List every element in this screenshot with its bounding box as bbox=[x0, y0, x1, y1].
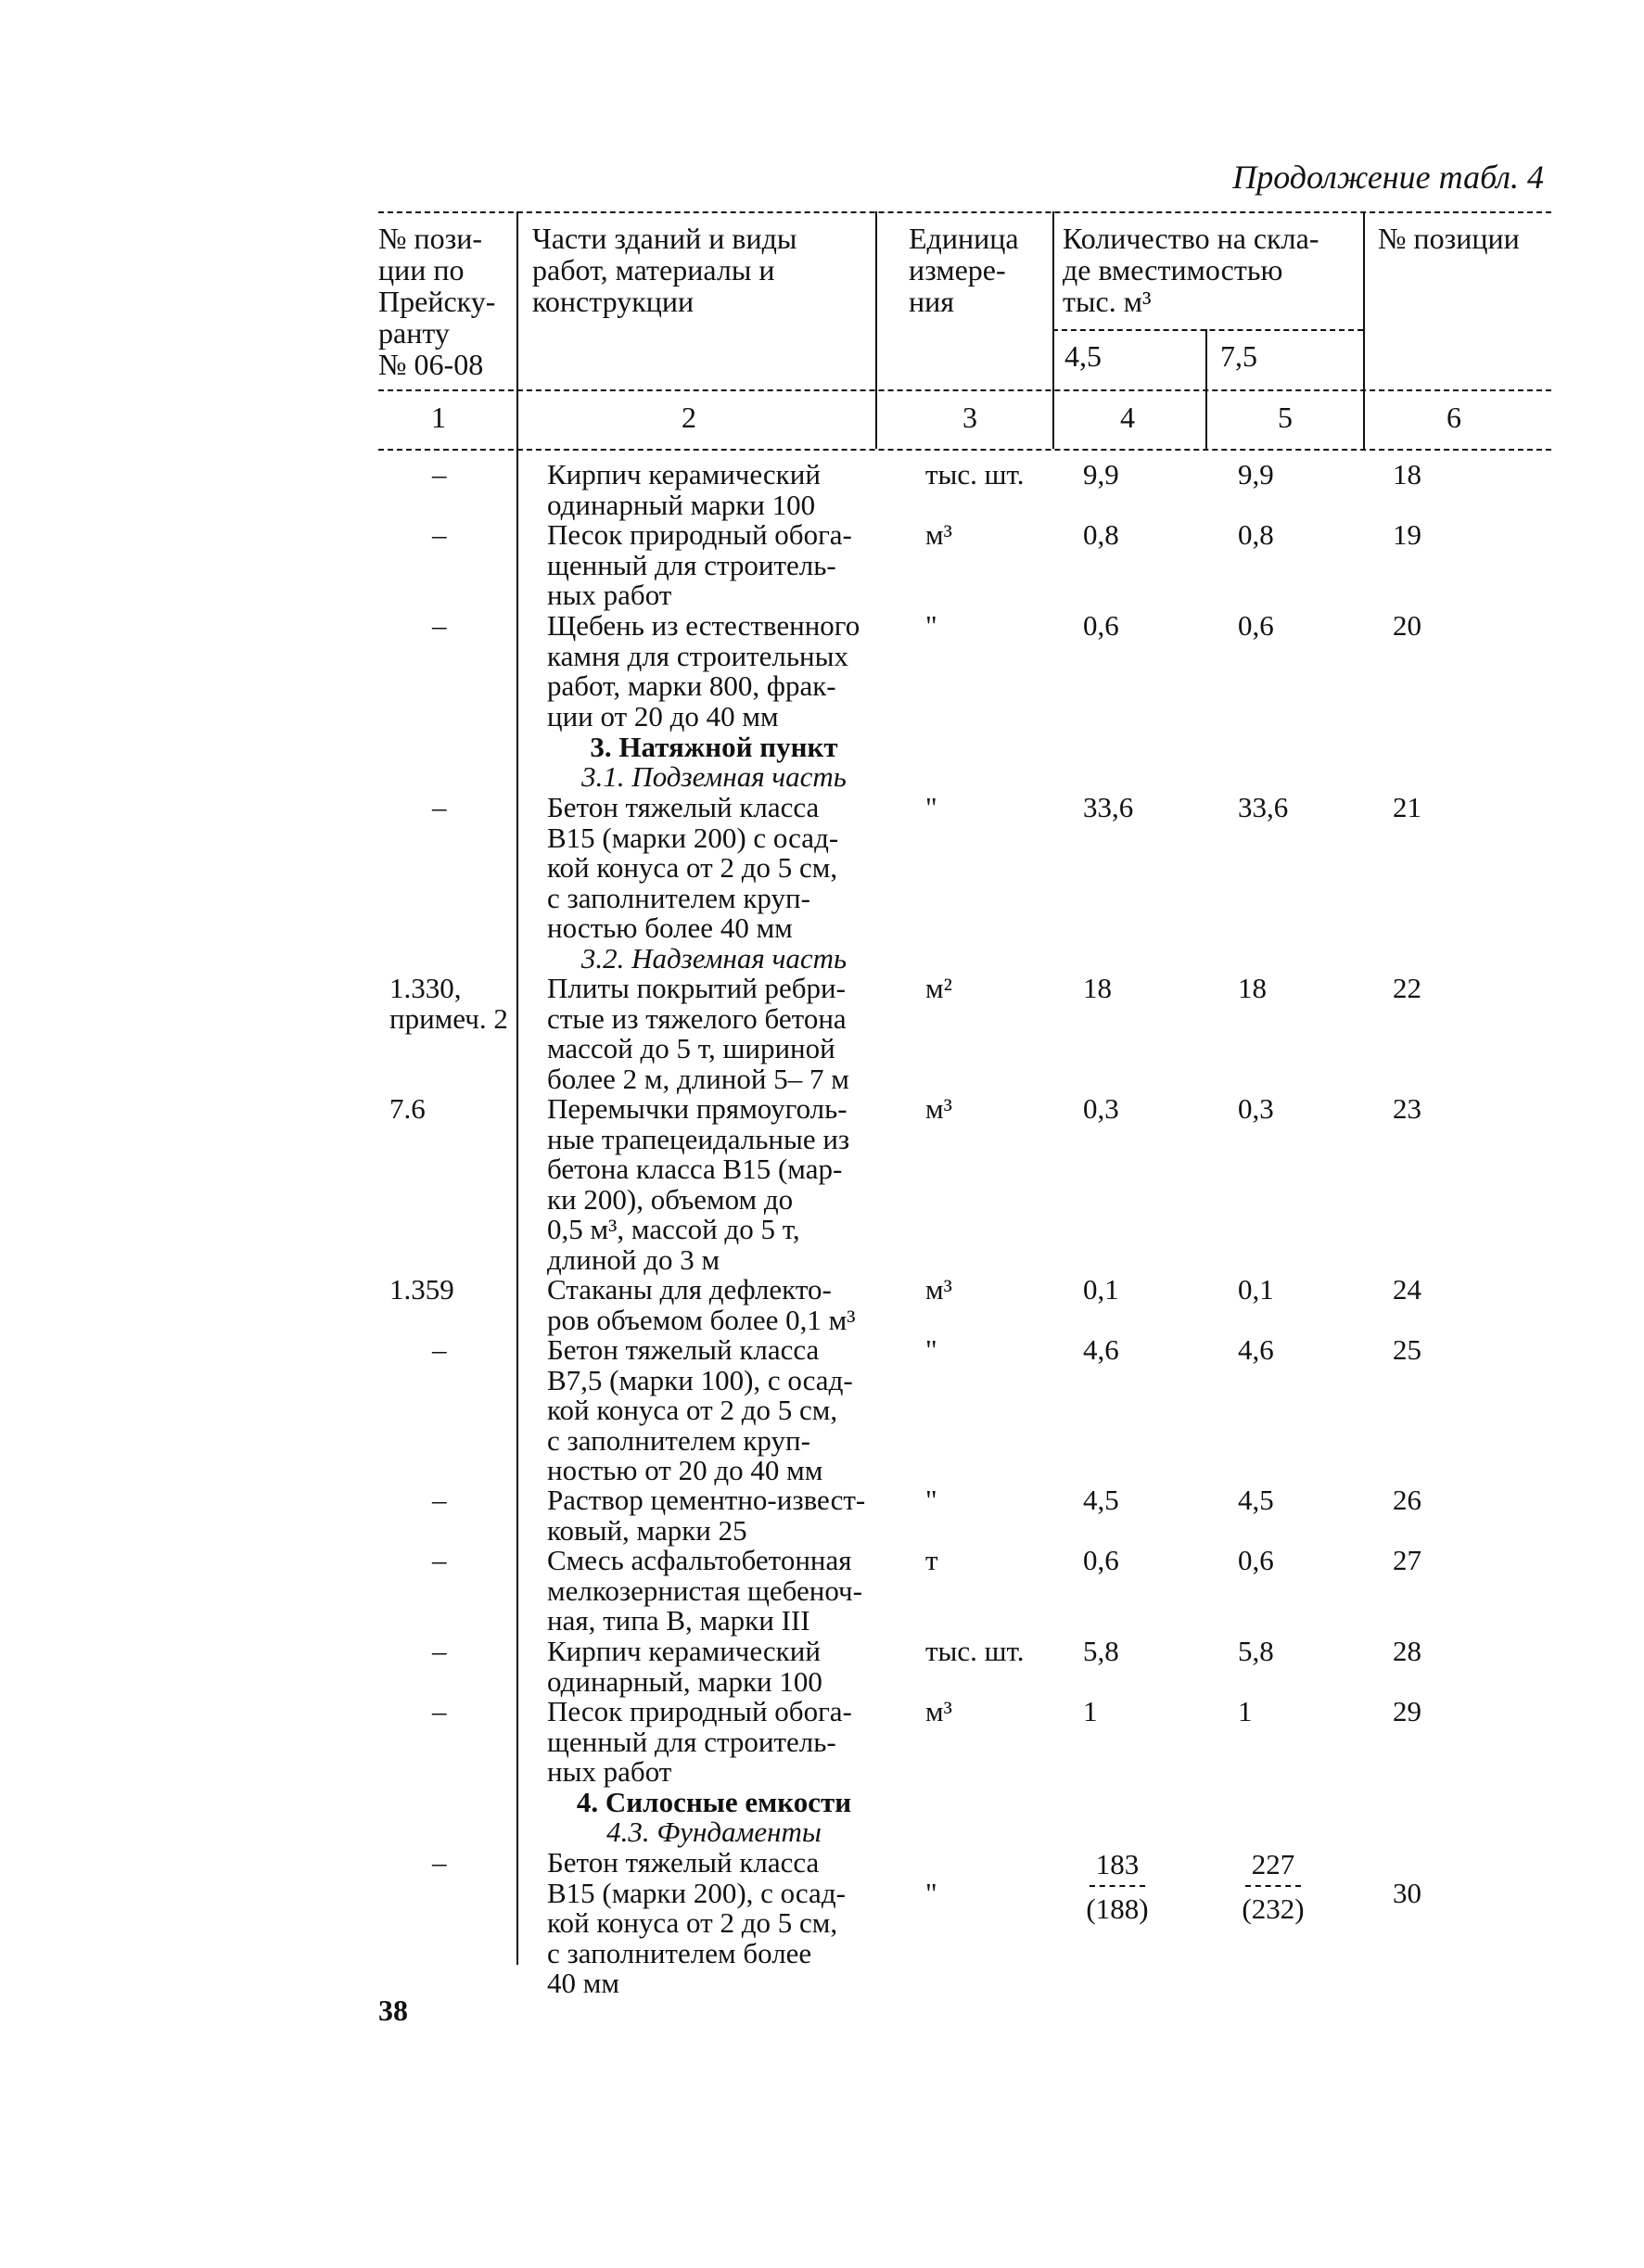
colnum-bottom-rule bbox=[378, 449, 1551, 451]
row-pos: 1.330, примеч. 2 bbox=[389, 972, 508, 1035]
row-qty45-fraction: 183 (188) bbox=[1086, 1848, 1149, 1925]
row-qty45: 9,9 bbox=[1083, 458, 1119, 491]
row-pos: – bbox=[432, 609, 447, 642]
row-desc: Раствор цементно-извест- ковый, марки 25 bbox=[547, 1484, 866, 1547]
row-qty75: 4,5 bbox=[1238, 1484, 1274, 1516]
row-pos: – bbox=[432, 1846, 447, 1879]
table-caption: Продолжение табл. 4 bbox=[1232, 159, 1544, 196]
row-desc: Смесь асфальтобетонная мелкозернистая щебеноч- ная, типа B, марки III bbox=[547, 1544, 862, 1637]
row-desc: Песок природный обога- щенный для строитель- ных работ bbox=[547, 1695, 852, 1788]
row-number: 21 bbox=[1393, 791, 1421, 823]
header-col1: № пози- ции по Прейску- ранту № 06-08 bbox=[378, 222, 496, 381]
fraction-bar bbox=[1245, 1885, 1301, 1887]
row-unit: тыс. шт. bbox=[925, 1635, 1025, 1667]
section-heading-3-1: 3.1. Подземная часть bbox=[581, 760, 847, 793]
row-qty45: 0,6 bbox=[1083, 609, 1119, 642]
vrule-5 bbox=[1363, 211, 1365, 449]
header-col4-sub: 4,5 bbox=[1064, 339, 1102, 373]
row-unit: " bbox=[925, 791, 937, 823]
row-pos: – bbox=[432, 791, 447, 823]
section-heading-3: 3. Натяжной пункт bbox=[590, 731, 838, 763]
row-pos: – bbox=[432, 1635, 447, 1667]
row-desc: Песок природный обога- щенный для строитель- ных работ bbox=[547, 518, 852, 611]
row-unit: " bbox=[925, 1484, 937, 1516]
row-number: 26 bbox=[1393, 1484, 1421, 1516]
row-qty45: 4,5 bbox=[1083, 1484, 1119, 1516]
header-col2: Части зданий и виды работ, материалы и конструкции bbox=[532, 222, 797, 318]
row-unit: м² bbox=[925, 972, 952, 1004]
row-qty75: 0,8 bbox=[1238, 518, 1274, 551]
row-pos: – bbox=[432, 1484, 447, 1516]
row-qty75: 0,6 bbox=[1238, 1544, 1274, 1576]
qty-subheader-rule bbox=[1052, 329, 1363, 331]
row-qty45: 0,1 bbox=[1083, 1273, 1119, 1306]
row-unit: м³ bbox=[925, 518, 952, 551]
section-heading-3-2: 3.2. Надземная часть bbox=[580, 942, 847, 975]
row-desc: Перемычки прямоуголь- ные трапецеидальные из бетона класса B15 (мар- ки 200), объемом до 0,5 м³, массой до 5 т, длиной до 3 м bbox=[547, 1092, 850, 1276]
row-qty75: 9,9 bbox=[1238, 458, 1274, 491]
row-desc: Плиты покрытий ребри- стые из тяжелого бетона массой до 5 т, шириной более 2 м, длиной 5– 7 м bbox=[547, 972, 849, 1095]
row-pos: – bbox=[432, 518, 447, 551]
row-number: 22 bbox=[1393, 972, 1421, 1004]
header-col3: Единица измере- ния bbox=[909, 222, 1019, 318]
row-qty45: 0,3 bbox=[1083, 1092, 1119, 1125]
row-qty75: 4,6 bbox=[1238, 1333, 1274, 1366]
row-pos: 1.359 bbox=[389, 1273, 454, 1306]
row-pos: – bbox=[432, 458, 447, 491]
row-unit: " bbox=[925, 609, 937, 642]
row-number: 24 bbox=[1393, 1273, 1421, 1306]
row-unit: " bbox=[925, 1877, 937, 1909]
header-col45: Количество на скла- де вместимостью тыс. м³ bbox=[1063, 222, 1319, 318]
row-pos: – bbox=[432, 1333, 447, 1366]
vrule-2 bbox=[875, 211, 877, 449]
row-number: 23 bbox=[1393, 1092, 1421, 1125]
row-qty45: 1 bbox=[1083, 1695, 1098, 1727]
page-number: 38 bbox=[378, 1994, 408, 2027]
header-bottom-rule bbox=[378, 389, 1551, 391]
row-number: 18 bbox=[1393, 458, 1421, 491]
row-qty75: 1 bbox=[1238, 1695, 1253, 1727]
section-heading-4: 4. Силосные емкости bbox=[576, 1786, 852, 1818]
row-qty45: 18 bbox=[1083, 972, 1112, 1004]
vrule-body bbox=[516, 449, 518, 1965]
row-pos: – bbox=[432, 1695, 447, 1727]
row-desc: Кирпич керамический одинарный, марки 100 bbox=[547, 1635, 822, 1698]
row-number: 30 bbox=[1393, 1877, 1421, 1909]
row-qty75: 0,6 bbox=[1238, 609, 1274, 642]
row-qty45: 5,8 bbox=[1083, 1635, 1119, 1667]
row-desc: Бетон тяжелый класса B15 (марки 200) с осад- кой конуса от 2 до 5 см, с заполнителем круп- ностью более 40 мм bbox=[547, 791, 839, 944]
row-qty75: 33,6 bbox=[1238, 791, 1289, 823]
row-unit: " bbox=[925, 1333, 937, 1366]
fraction-bar bbox=[1090, 1885, 1145, 1887]
colnum-6: 6 bbox=[1446, 401, 1461, 434]
row-desc: Щебень из естественного камня для строительных работ, марки 800, фрак- ции от 20 до 40 мм bbox=[547, 609, 860, 733]
row-desc: Бетон тяжелый класса B15 (марки 200), с осад- кой конуса от 2 до 5 см, с заполнителем более 40 мм bbox=[547, 1846, 846, 1999]
row-qty45: 33,6 bbox=[1083, 791, 1134, 823]
colnum-4: 4 bbox=[1120, 401, 1135, 434]
row-qty45: 0,6 bbox=[1083, 1544, 1119, 1576]
row-desc: Бетон тяжелый класса B7,5 (марки 100), с осад- кой конуса от 2 до 5 см, с заполнителем круп- ностью от 20 до 40 мм bbox=[547, 1333, 853, 1486]
colnum-2: 2 bbox=[682, 401, 696, 434]
vrule-3 bbox=[1052, 211, 1054, 449]
row-qty75: 18 bbox=[1238, 972, 1267, 1004]
row-pos: – bbox=[432, 1544, 447, 1576]
row-qty75: 0,1 bbox=[1238, 1273, 1274, 1306]
row-unit: т bbox=[925, 1544, 938, 1576]
header-col5-sub: 7,5 bbox=[1220, 339, 1257, 373]
row-unit: м³ bbox=[925, 1092, 952, 1125]
row-unit: тыс. шт. bbox=[925, 458, 1025, 491]
row-qty75-fraction: 227 (232) bbox=[1242, 1848, 1305, 1925]
row-qty45: 0,8 bbox=[1083, 518, 1119, 551]
vrule-1 bbox=[516, 211, 518, 449]
colnum-3: 3 bbox=[962, 401, 977, 434]
row-number: 27 bbox=[1393, 1544, 1421, 1576]
row-number: 19 bbox=[1393, 518, 1421, 551]
row-desc: Стаканы для дефлекто- ров объемом более 0,1 м³ bbox=[547, 1273, 856, 1336]
row-desc: Кирпич керамический одинарный марки 100 bbox=[547, 458, 821, 521]
section-heading-4-3: 4.3. Фундаменты bbox=[606, 1816, 822, 1848]
colnum-1: 1 bbox=[431, 401, 446, 434]
table-top-rule bbox=[378, 211, 1551, 213]
row-pos: 7.6 bbox=[389, 1092, 426, 1125]
row-qty45: 4,6 bbox=[1083, 1333, 1119, 1366]
row-number: 29 bbox=[1393, 1695, 1421, 1727]
row-unit: м³ bbox=[925, 1695, 952, 1727]
header-col6: № позиции bbox=[1378, 222, 1520, 255]
row-number: 25 bbox=[1393, 1333, 1421, 1366]
row-number: 28 bbox=[1393, 1635, 1421, 1667]
row-number: 20 bbox=[1393, 609, 1421, 642]
row-unit: м³ bbox=[925, 1273, 952, 1306]
vrule-4 bbox=[1205, 329, 1207, 449]
row-qty75: 5,8 bbox=[1238, 1635, 1274, 1667]
row-qty75: 0,3 bbox=[1238, 1092, 1274, 1125]
colnum-5: 5 bbox=[1278, 401, 1293, 434]
